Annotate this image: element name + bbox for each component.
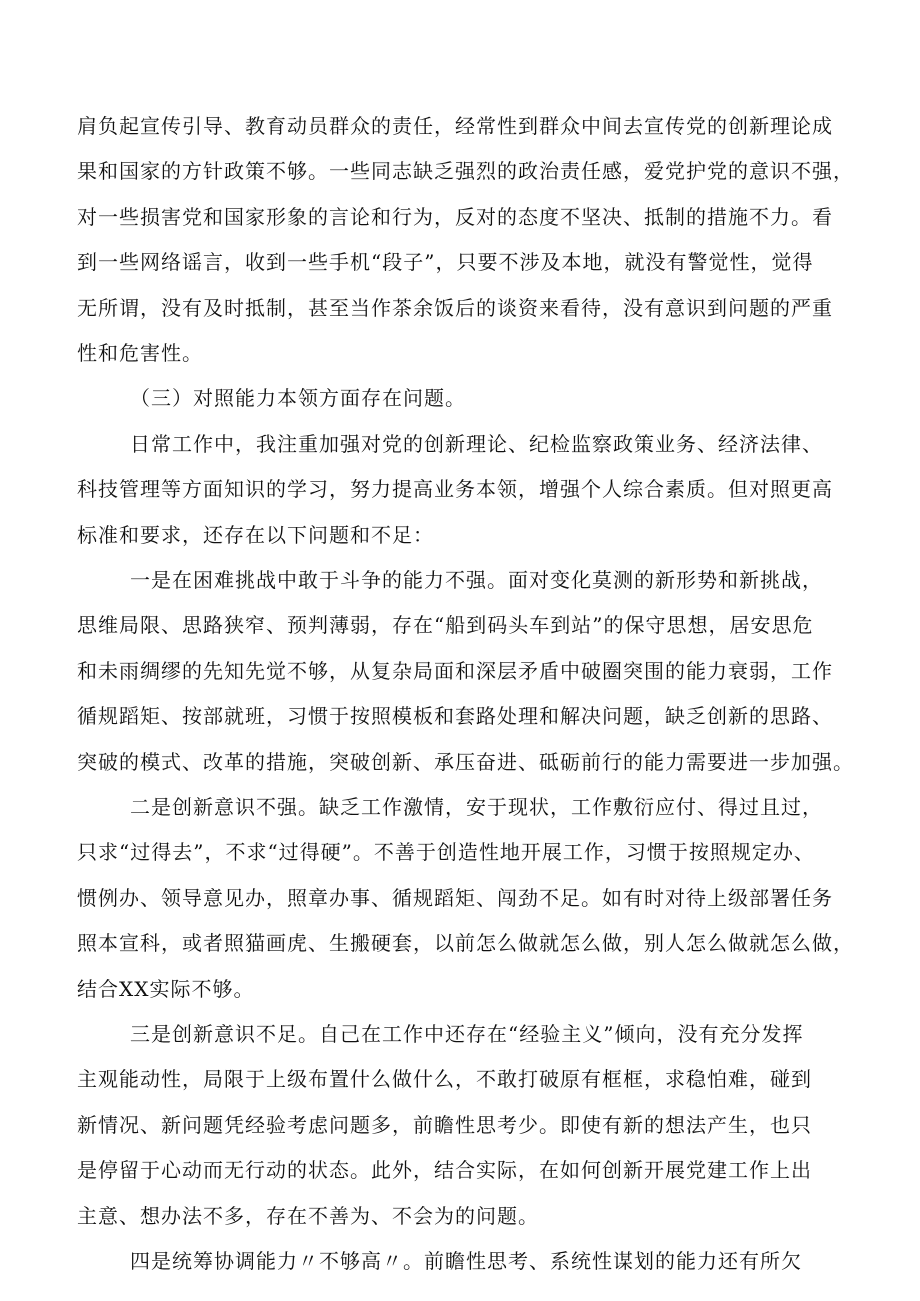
text-line: 主意、想办法不多，存在不善为、不会为的问题。 — [77, 1204, 539, 1228]
text-line: 标准和要求，还存在以下问题和不足： — [77, 523, 434, 547]
section-heading: （三）对照能力本领方面存在问题。 — [130, 386, 466, 410]
text-line: 照本宣科，或者照猫画虎、生搬硬套，以前怎么做就怎么做，别人怎么做就怎么做， — [77, 931, 854, 955]
text-line: 性和危害性。 — [77, 341, 203, 365]
text-line: 循规蹈矩、按部就班，习惯于按照模板和套路处理和解决问题，缺乏创新的思路、 — [77, 704, 833, 728]
text-line: 结合XX实际不够。 — [77, 977, 255, 1001]
text-line: 到一些网络谣言，收到一些手机“段子”，只要不涉及本地，就没有警觉性，觉得 — [77, 250, 814, 274]
text-line: 日常工作中，我注重加强对党的创新理论、纪检监察政策业务、经济法律、 — [130, 432, 823, 456]
text-line: 科技管理等方面知识的学习，努力提高业务本领，增强个人综合素质。但对照更高 — [77, 477, 833, 501]
text-line: 突破的模式、改革的措施，突破创新、承压奋进、砥砺前行的能力需要进一步加强。 — [77, 750, 854, 774]
text-line: 新情况、新问题凭经验考虑问题多，前瞻性思考少。即使有新的想法产生，也只 — [77, 1113, 812, 1137]
text-line: 肩负起宣传引导、教育动员群众的责任，经常性到群众中间去宣传党的创新理论成 — [77, 114, 833, 138]
text-line: 三是创新意识不足。自己在工作中还存在“经验主义”倾向，没有充分发挥 — [130, 1022, 804, 1046]
text-line: 对一些损害党和国家形象的言论和行为，反对的态度不坚决、抵制的措施不力。看 — [77, 205, 833, 229]
text-line: 主观能动性，局限于上级布置什么做什么，不敢打破原有框框，求稳怕难，碰到 — [77, 1067, 812, 1091]
text-line: 果和国家的方针政策不够。一些同志缺乏强烈的政治责任感，爱党护党的意识不强， — [77, 159, 854, 183]
text-line: 无所谓，没有及时抵制，甚至当作茶余饭后的谈资来看待，没有意识到问题的严重 — [77, 296, 833, 320]
text-line: 四是统筹协调能力〃不够高〃。前瞻性思考、系统性谋划的能力还有所欠 — [130, 1249, 802, 1273]
text-line: 思维局限、思路狭窄、预判薄弱，存在“船到码头车到站”的保守思想，居安思危 — [77, 613, 814, 637]
text-line: 是停留于心动而无行动的状态。此外，结合实际，在如何创新开展党建工作上出 — [77, 1158, 812, 1182]
text-line: 惯例办、领导意见办，照章办事、循规蹈矩、闯劲不足。如有时对待上级部署任务 — [77, 886, 833, 910]
text-line: 只求“过得去”，不求“过得硬”。不善于创造性地开展工作，习惯于按照规定办、 — [77, 840, 815, 864]
text-line: 二是创新意识不强。缺乏工作激情，安于现状，工作敷衍应付、得过且过， — [130, 795, 823, 819]
text-line: 和未雨绸缪的先知先觉不够，从复杂局面和深层矛盾中破圈突围的能力衰弱，工作 — [77, 659, 833, 683]
text-line: 一是在困难挑战中敢于斗争的能力不强。面对变化莫测的新形势和新挑战， — [130, 568, 823, 592]
